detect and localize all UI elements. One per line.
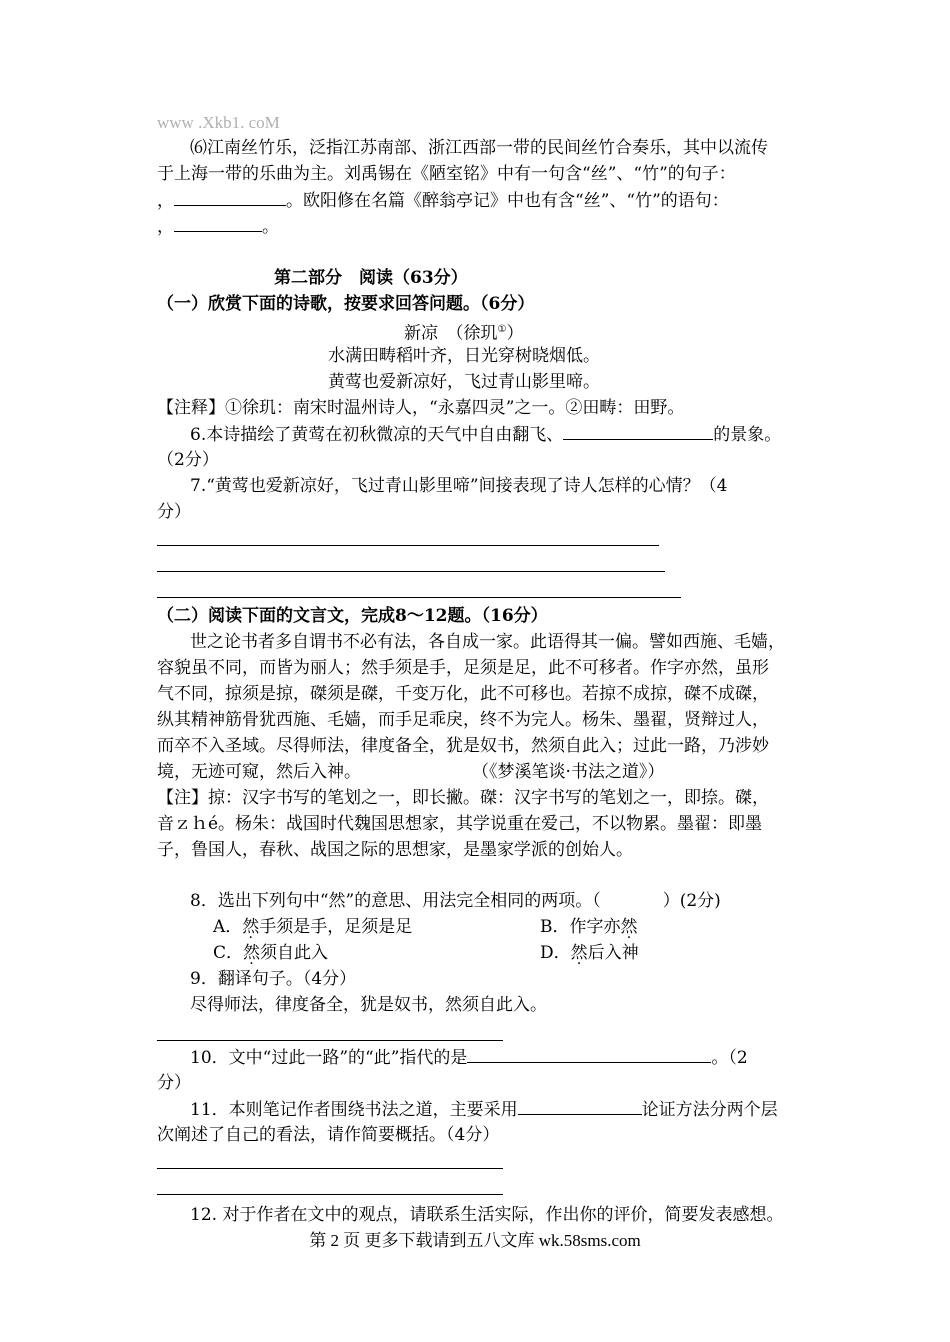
sec1-heading: （一）欣赏下面的诗歌，按要求回答问题。（6分） xyxy=(157,294,535,314)
q10-end: 。（2 xyxy=(711,1048,748,1068)
option-text: 手须是手，足须是足 xyxy=(259,917,413,937)
passage-line: 境，无迹可窥，然后入神。 xyxy=(157,762,361,782)
q11-text: 11．本则笔记作者围绕书法之道，主要采用 xyxy=(190,1100,518,1120)
option-label: C． xyxy=(213,943,244,963)
poem-title-close: ） xyxy=(506,323,524,344)
q6-line4-end: 。 xyxy=(262,217,279,237)
q6-question-text: 6.本诗描绘了黄莺在初秋微凉的天气中自由翻飞、 xyxy=(190,425,564,445)
q6-line4 xyxy=(157,215,279,238)
q8-stem xyxy=(190,890,721,912)
q7-question: 7.“黄莺也爱新凉好，飞过青山影里啼”间接表现了诗人怎样的心情？（4 xyxy=(190,476,728,496)
answer-blank[interactable] xyxy=(563,423,713,440)
passage-line: 而卒不入圣域。尽得师法，律度备全，犹是奴书，然须自此入；过此一路，乃涉妙 xyxy=(157,736,769,756)
q9-sentence: 尽得师法，律度备全，犹是奴书，然须自此入。 xyxy=(190,995,547,1015)
q6-line2: 于上海一带的乐曲为主。刘禹锡在《陋室铭》中有一句含“丝”、“竹”的句子： xyxy=(157,164,736,184)
answer-line[interactable] xyxy=(157,1040,503,1041)
answer-line[interactable] xyxy=(157,571,665,572)
q8-stem-end: ）(2分) xyxy=(662,891,721,911)
passage-note: 子，鲁国人，春秋、战国之际的思想家，是墨家学派的创始人。 xyxy=(157,840,633,860)
q6-line3-comma: ， xyxy=(157,191,174,211)
watermark: www .Xkb1. coM xyxy=(157,113,280,132)
option-text: 后入神 xyxy=(587,943,639,963)
passage-note: 【注】掠：汉字书写的笔划之一，即长撇。磔：汉字书写的笔划之一，即捺。磔， xyxy=(157,788,769,808)
part2-title: 第二部分 阅读（63分） xyxy=(274,268,468,288)
option-label: A． xyxy=(213,917,243,937)
passage-line: 纵其精神筋骨犹西施、毛嫱，而手足乖戾，终不为完人。杨朱、墨翟，贤辩过人， xyxy=(157,710,769,730)
q8-option-a[interactable] xyxy=(213,916,412,938)
q12-question: 12. 对于作者在文中的观点，请联系生活实际，作出你的评价，简要发表感想。 xyxy=(190,1205,784,1225)
passage-line: 气不同，掠须是掠，磔须是磔，千变万化，此不可移也。若掠不成掠，磔不成磔， xyxy=(157,684,769,704)
q8-stem-text: 8．选出下列句中“然”的意思、用法完全相同的两项。（ xyxy=(190,891,601,911)
q10-score: 分） xyxy=(157,1073,191,1093)
option-text: 作字亦 xyxy=(569,917,621,937)
q6-line3 xyxy=(157,189,729,212)
sec2-heading: （二）阅读下面的文言文，完成8～12题。（16分） xyxy=(157,606,548,626)
answer-blank[interactable] xyxy=(174,215,262,232)
poem-line2: 黄莺也爱新凉好，飞过青山影里啼。 xyxy=(328,372,600,392)
q6-score: （2分） xyxy=(157,450,219,470)
passage-line: 容貌虽不同，而皆为丽人；然手须是手，足须是足，此不可移者。作字亦然，虽形 xyxy=(157,658,769,678)
poem-line1: 水满田畴稻叶齐，日光穿树晓烟低。 xyxy=(328,346,600,366)
option-text: 须自此入 xyxy=(260,943,329,963)
poem-note: 【注释】①徐玑：南宋时温州诗人，“永嘉四灵”之一。②田畴：田野。 xyxy=(157,398,685,418)
q6-line3-text: 。欧阳修在名篇《醉翁亭记》中也有含“丝”、“竹”的语句： xyxy=(286,191,729,211)
emphasized-char: 然 xyxy=(620,917,638,937)
q10-text: 10．文中“过此一路”的“此”指代的是 xyxy=(190,1048,468,1068)
answer-line[interactable] xyxy=(157,597,681,598)
passage-line: 世之论书者多自谓书不必有法，各自成一家。此语得其一偏。譬如西施、毛嫱， xyxy=(190,632,785,652)
q8-option-c[interactable] xyxy=(213,942,328,964)
q6-line1: ⑹江南丝竹乐，泛指江苏南部、浙江西部一带的民间丝竹合奏乐，其中以流传 xyxy=(190,138,768,158)
q7-score: 分） xyxy=(157,502,191,522)
poem-title-text: 新凉 （徐玑 xyxy=(404,323,498,344)
poem-title xyxy=(404,319,523,345)
q11-line2: 次阐述了自己的看法，请作简要概括。（4分） xyxy=(157,1125,500,1145)
poem-footnote-mark: ① xyxy=(497,324,507,335)
q11-text-cont: 论证方法分两个层 xyxy=(641,1100,778,1120)
q9-stem: 9．翻译句子。（4分） xyxy=(190,969,357,989)
emphasized-char: 然 xyxy=(570,943,588,963)
q8-option-d[interactable] xyxy=(540,942,639,964)
option-label: B． xyxy=(540,917,570,937)
q8-option-b[interactable] xyxy=(540,916,638,938)
answer-blank[interactable] xyxy=(174,189,286,206)
q6-question-end: 的景象。 xyxy=(713,425,782,445)
q6-question xyxy=(190,423,781,446)
page-footer: 第 2 页 更多下载请到五八文库 wk.58sms.com xyxy=(309,1231,641,1250)
passage-note: 音ｚｈé。杨朱：战国时代魏国思想家，其学说重在爱己，不以物累。墨翟：即墨 xyxy=(157,814,763,834)
answer-blank[interactable] xyxy=(467,1046,711,1063)
emphasized-char: 然 xyxy=(243,943,261,963)
option-label: D． xyxy=(540,943,571,963)
answer-line[interactable] xyxy=(157,1168,503,1169)
q6-line4-comma: ， xyxy=(157,217,174,237)
answer-blank[interactable] xyxy=(518,1098,642,1115)
answer-line[interactable] xyxy=(157,1194,503,1195)
q10-question xyxy=(190,1046,748,1069)
answer-line[interactable] xyxy=(157,545,659,546)
q11-question xyxy=(190,1098,778,1121)
passage-source: （《梦溪笔谈·书法之道》） xyxy=(472,762,665,782)
emphasized-char: 然 xyxy=(242,917,260,937)
